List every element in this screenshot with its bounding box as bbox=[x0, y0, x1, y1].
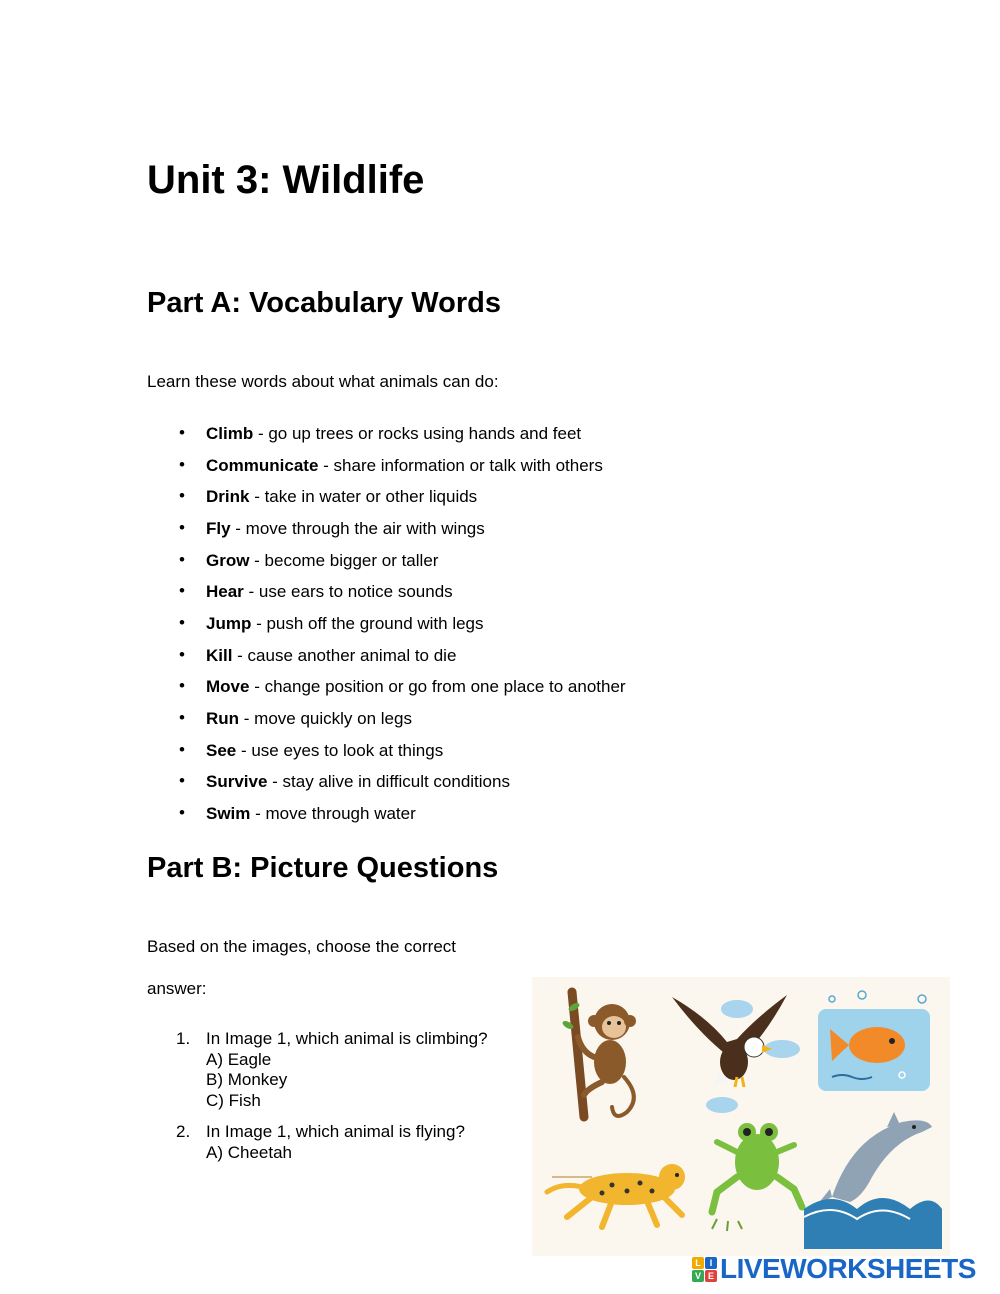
cheetah-icon bbox=[547, 1164, 685, 1227]
vocab-word: Swim bbox=[206, 804, 251, 823]
vocab-word: See bbox=[206, 741, 237, 760]
list-item bbox=[179, 455, 603, 476]
part-a-heading: Part A: Vocabulary Words bbox=[147, 287, 501, 319]
question-text: In Image 1, which animal is flying? bbox=[206, 1122, 465, 1141]
vocab-definition: - stay alive in difficult conditions bbox=[267, 772, 510, 791]
list-item bbox=[179, 803, 416, 824]
vocab-word: Jump bbox=[206, 614, 252, 633]
vocab-definition: - take in water or other liquids bbox=[249, 487, 478, 506]
vocab-word: Climb bbox=[206, 424, 254, 443]
vocab-word: Drink bbox=[206, 487, 250, 506]
fish-icon bbox=[818, 991, 930, 1091]
vocab-word: Survive bbox=[206, 772, 268, 791]
bullet: • bbox=[179, 645, 185, 664]
vocab-word: Fly bbox=[206, 519, 231, 538]
vocab-definition: - move through the air with wings bbox=[230, 519, 485, 538]
question-2 bbox=[176, 1122, 465, 1163]
bullet: • bbox=[179, 581, 185, 600]
brand-letter: L bbox=[692, 1257, 704, 1269]
brand-letter: E bbox=[705, 1270, 717, 1282]
bullet: • bbox=[179, 455, 185, 474]
eagle-icon bbox=[672, 995, 800, 1113]
vocab-definition: - use ears to notice sounds bbox=[243, 582, 453, 601]
vocab-definition: - change position or go from one place to another bbox=[249, 677, 626, 696]
bullet: • bbox=[179, 708, 185, 727]
frog-icon bbox=[712, 1123, 802, 1231]
vocab-definition: - push off the ground with legs bbox=[251, 614, 484, 633]
question-number: 2. bbox=[176, 1122, 191, 1141]
brand-text: LIVEWORKSHEETS bbox=[720, 1253, 976, 1284]
part-b-intro-line2: answer: bbox=[147, 979, 207, 998]
answer-option: A) Eagle bbox=[206, 1049, 272, 1069]
monkey-icon bbox=[561, 992, 636, 1117]
vocab-definition: - use eyes to look at things bbox=[236, 741, 444, 760]
list-item bbox=[179, 613, 484, 634]
list-item bbox=[179, 423, 582, 444]
list-item bbox=[179, 708, 412, 729]
list-item bbox=[179, 581, 453, 602]
answer-option: A) Cheetah bbox=[206, 1142, 292, 1162]
part-b-intro-line1: Based on the images, choose the correct bbox=[147, 937, 457, 956]
brand-letter: V bbox=[692, 1270, 704, 1282]
vocab-definition: - move quickly on legs bbox=[239, 709, 412, 728]
vocab-word: Kill bbox=[206, 646, 233, 665]
list-item bbox=[179, 486, 478, 507]
vocab-word: Grow bbox=[206, 551, 250, 570]
vocab-definition: - become bigger or taller bbox=[249, 551, 439, 570]
bullet: • bbox=[179, 740, 185, 759]
answer-option: B) Monkey bbox=[206, 1070, 288, 1089]
bullet: • bbox=[179, 423, 185, 442]
bullet: • bbox=[179, 486, 185, 505]
part-b-heading: Part B: Picture Questions bbox=[147, 852, 499, 884]
brand-letter: I bbox=[705, 1257, 717, 1269]
dolphin-icon bbox=[804, 1112, 942, 1249]
question-1 bbox=[176, 1029, 488, 1111]
answer-option: C) Fish bbox=[206, 1090, 261, 1110]
list-item bbox=[179, 676, 626, 697]
vocab-word: Communicate bbox=[206, 456, 319, 475]
bullet: • bbox=[179, 613, 185, 632]
brand-mark-icon bbox=[692, 1257, 717, 1282]
list-item bbox=[179, 771, 510, 792]
part-a-intro: Learn these words about what animals can do: bbox=[147, 372, 499, 391]
list-item bbox=[179, 518, 485, 539]
question-number: 1. bbox=[176, 1029, 191, 1048]
vocab-definition: - share information or talk with others bbox=[318, 456, 603, 475]
bullet: • bbox=[179, 676, 185, 695]
bullet: • bbox=[179, 518, 185, 537]
bullet: • bbox=[179, 550, 185, 569]
vocab-definition: - cause another animal to die bbox=[232, 646, 457, 665]
list-item bbox=[179, 740, 444, 761]
animal-picture bbox=[532, 977, 950, 1256]
vocab-word: Run bbox=[206, 709, 240, 728]
list-item bbox=[179, 645, 457, 666]
question-text: In Image 1, which animal is climbing? bbox=[206, 1029, 488, 1048]
vocab-definition: - go up trees or rocks using hands and feet bbox=[253, 424, 582, 443]
bullet: • bbox=[179, 771, 185, 790]
list-item bbox=[179, 550, 439, 571]
bullet: • bbox=[179, 803, 185, 822]
liveworksheets-logo bbox=[692, 1254, 976, 1284]
page-title: Unit 3: Wildlife bbox=[147, 158, 425, 202]
vocab-definition: - move through water bbox=[250, 804, 416, 823]
vocab-word: Move bbox=[206, 677, 250, 696]
vocab-word: Hear bbox=[206, 582, 244, 601]
